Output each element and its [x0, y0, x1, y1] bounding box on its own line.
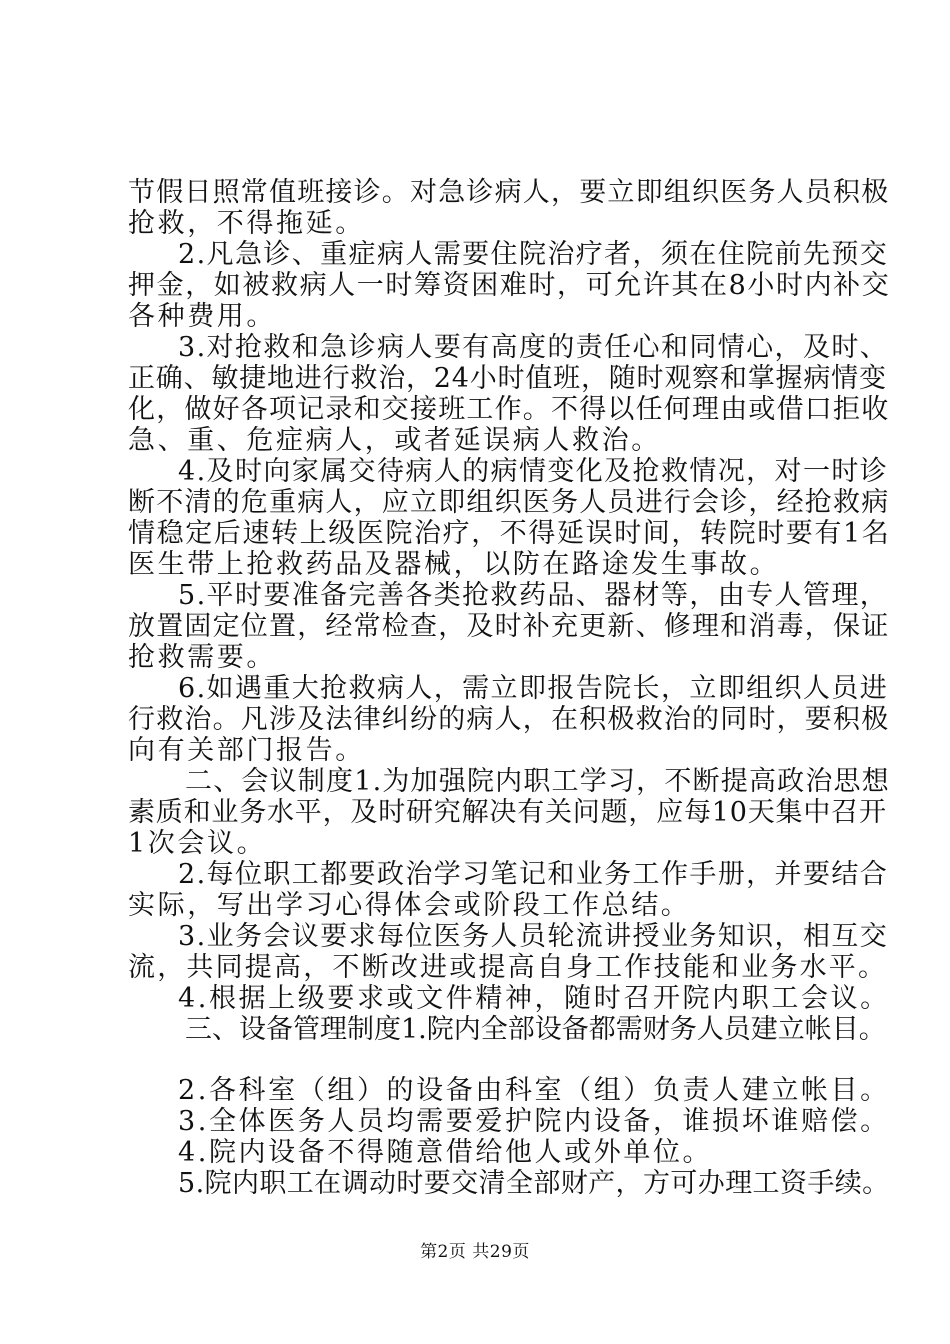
- text-line: 流，共同提高，不断改进或提高自身工作技能和业务水平。: [128, 952, 888, 983]
- text-line: 行救治。凡涉及法律纠纷的病人，在积极救治的同时，要积极: [128, 704, 890, 735]
- text-line: 6.如遇重大抢救病人，需立即报告院长，立即组织人员进: [178, 673, 889, 704]
- text-line: 化，做好各项记录和交接班工作。不得以任何理由或借口拒收: [128, 394, 890, 425]
- text-line: 急、重、危症病人，或者延误病人救治。: [128, 425, 661, 456]
- text-line: 各种费用。: [128, 301, 276, 332]
- text-line: 抢救，不得拖延。: [128, 208, 365, 239]
- text-line: 4.及时向家属交待病人的病情变化及抢救情况，对一时诊: [178, 456, 889, 487]
- text-line: 4.根据上级要求或文件精神，随时召开院内职工会议。: [178, 983, 890, 1014]
- text-line: 5.平时要准备完善各类抢救药品、器材等，由专人管理，: [178, 580, 889, 611]
- text-line: 正确、敏捷地进行救治，24小时值班，随时观察和掌握病情变: [128, 363, 887, 394]
- text-line: 3.全体医务人员均需要爱护院内设备，谁损坏谁赔偿。: [178, 1106, 890, 1137]
- page-footer: 第2页 共29页: [420, 1242, 530, 1262]
- text-line: 抢救需要。: [128, 642, 276, 673]
- text-line: 素质和业务水平，及时研究解决有关问题，应每10天集中召开: [128, 797, 887, 828]
- text-line: 押金，如被救病人一时筹资困难时，可允许其在8小时内补交: [128, 270, 891, 301]
- text-line: 医生带上抢救药品及器械，以防在路途发生事故。: [128, 549, 780, 580]
- text-line: 节假日照常值班接诊。对急诊病人，要立即组织医务人员积极: [128, 177, 890, 208]
- text-line: 3.对抢救和急诊病人要有高度的责任心和同情心，及时、: [178, 332, 889, 363]
- text-line: 5.院内职工在调动时要交清全部财产，方可办理工资手续。: [178, 1168, 890, 1199]
- text-line: 1次会议。: [128, 828, 267, 859]
- text-line: 情稳定后速转上级医院治疗，不得延误时间，转院时要有1名: [128, 518, 891, 549]
- text-line: 放置固定位置，经常检查，及时补充更新、修理和消毒，保证: [128, 611, 890, 642]
- text-line: 断不清的危重病人，应立即组织医务人员进行会诊，经抢救病: [128, 487, 890, 518]
- text-line: 3.业务会议要求每位医务人员轮流讲授业务知识，相互交: [178, 921, 889, 952]
- text-line: 向有关部门报告。: [128, 735, 365, 766]
- text-line: 二、会议制度1.为加强院内职工学习，不断提高政治思想: [185, 766, 890, 797]
- text-line: 三、设备管理制度1.院内全部设备都需财务人员建立帐目。: [185, 1014, 886, 1045]
- text-line: 4.院内设备不得随意借给他人或外单位。: [178, 1137, 713, 1168]
- text-line: 实际，写出学习心得体会或阶段工作总结。: [128, 890, 691, 921]
- text-line: 2.各科室（组）的设备由科室（组）负责人建立帐目。: [178, 1075, 890, 1106]
- text-line: 2.凡急诊、重症病人需要住院治疗者，须在住院前先预交: [178, 239, 889, 270]
- text-line: 2.每位职工都要政治学习笔记和业务工作手册，并要结合: [178, 859, 889, 890]
